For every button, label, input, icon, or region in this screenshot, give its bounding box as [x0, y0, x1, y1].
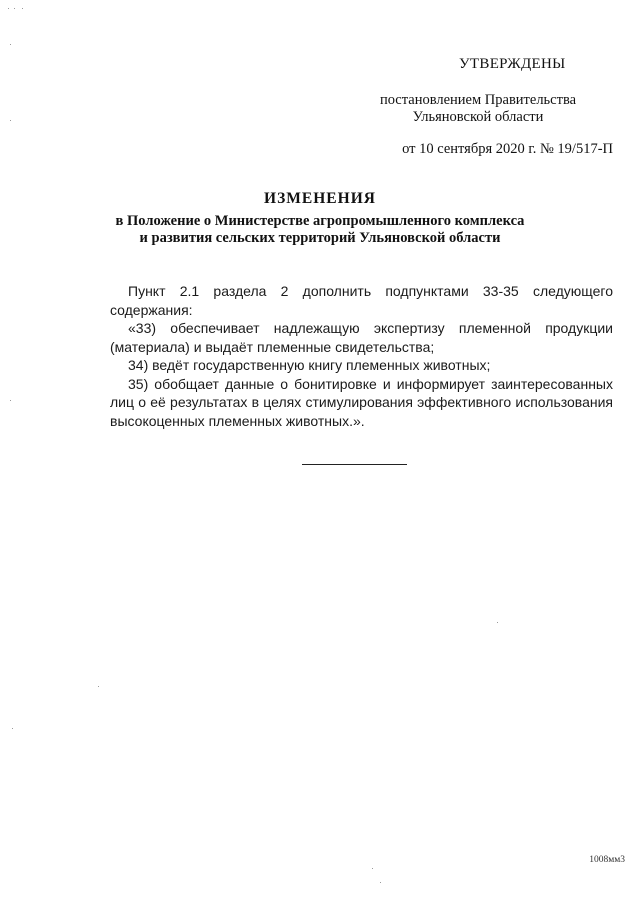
subtitle-line-1: в Положение о Министерстве агропромышленного комплекса	[115, 213, 525, 229]
document-subtitle	[60, 213, 580, 247]
scan-speck	[98, 686, 99, 687]
paragraph-2: «33) обеспечивает надлежащую экспертизу племенной продукции (материала) и выдаёт племенные свидетельства;	[110, 320, 613, 355]
scan-speck	[380, 882, 381, 883]
scan-speck	[10, 400, 11, 401]
scan-speck	[12, 728, 13, 729]
document-title: ИЗМЕНЕНИЯ	[264, 190, 376, 207]
scan-speck	[8, 8, 9, 9]
decree-line-2: Ульяновской области	[412, 109, 544, 125]
scan-speck	[372, 868, 373, 869]
scan-speck	[10, 120, 11, 121]
scan-speck	[10, 44, 11, 45]
approval-stamp: УТВЕРЖДЕНЫ	[459, 56, 566, 72]
scan-speck	[14, 8, 15, 9]
decree-line-1: постановлением Правительства	[379, 92, 577, 108]
subtitle-line-2: и развития сельских территорий Ульяновской области	[139, 230, 501, 246]
paragraph-3: 34) ведёт государственную книгу племенных животных;	[128, 357, 491, 373]
document-code: 1008мм3	[589, 855, 625, 865]
paragraph-4: 35) обобщает данные о бонитировке и информирует заинтересованных лиц о её результатах в целях стимулирования эффективного использования высокоценных племенных животных.».	[110, 375, 613, 429]
paragraph-1: Пункт 2.1 раздела 2 дополнить подпунктами 33-35 следующего содержания:	[110, 283, 613, 318]
scan-speck	[22, 8, 23, 9]
scan-speck	[497, 622, 498, 623]
decree-reference	[348, 92, 608, 126]
decree-date: от 10 сентября 2020 г. № 19/517-П	[402, 141, 613, 157]
document-body	[110, 282, 613, 430]
end-divider	[302, 464, 407, 465]
